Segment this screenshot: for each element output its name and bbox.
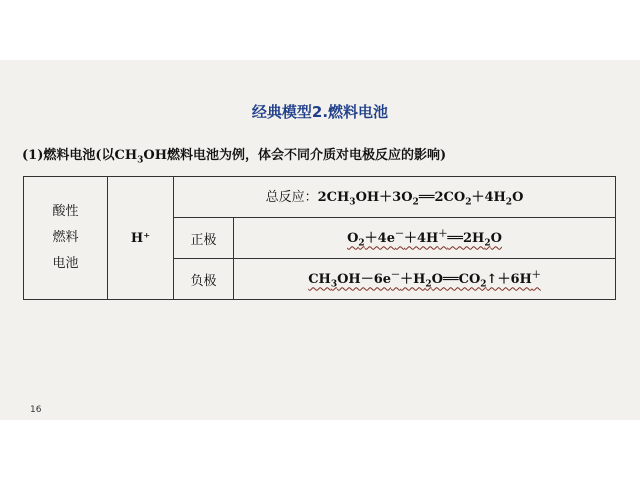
eq-part: CH [308,272,331,288]
positive-equation-cell [234,218,616,259]
eq-part: O══CO [431,272,481,288]
eq-part: OH－6e [337,272,392,288]
negative-electrode-label: 负极 [174,259,234,300]
eq-part: ══2H [447,231,485,247]
eq-part: O [347,231,359,247]
fuel-cell-table [23,176,616,300]
eq-part: ＋4e [364,231,395,247]
eq-sub: 2 [480,279,487,290]
eq-part: ↑＋6H [486,272,532,288]
battery-type-cell [24,177,108,300]
eq-part: ══2CO [418,190,466,206]
eq-sup: － [394,230,404,241]
eq-sub: 2 [484,238,491,249]
type-line: 燃料 [52,230,79,245]
slide [0,60,640,420]
eq-sup: － [391,271,401,282]
total-reaction-cell [174,177,616,218]
eq-sub: 2 [465,197,472,208]
section-heading [22,144,446,166]
heading-subscript: 3 [137,155,144,166]
eq-sup: ＋ [531,271,541,282]
negative-equation [308,271,541,290]
type-line: 酸性 [52,204,79,219]
eq-sub: 2 [358,238,365,249]
eq-sub: 3 [349,197,356,208]
eq-part: ＋H [400,272,426,288]
negative-equation-cell [234,259,616,300]
eq-sub: 2 [425,279,432,290]
slide-title: 经典模型2.燃料电池 [251,103,389,121]
eq-part: ＋4H [404,231,439,247]
total-equation [317,190,524,208]
eq-part: 2CH [317,190,350,206]
page-number: 16 [30,405,42,415]
positive-electrode-label: 正极 [174,218,234,259]
eq-part: O [490,231,502,247]
total-prefix: 总反应： [265,190,318,206]
type-line: 电池 [52,256,79,271]
eq-sub: 3 [330,279,338,290]
eq-part: ＋4H [471,190,506,206]
eq-sub: 2 [505,197,513,208]
heading-part: (1)燃料电池(以CH [22,148,138,163]
eq-part: O [512,190,524,206]
eq-sup: ＋ [438,230,448,241]
eq-sub: 2 [412,197,419,208]
positive-equation [347,230,502,249]
heading-part: OH燃料电池为例，体会不同介质对电极反应的影响) [143,148,447,163]
eq-part: OH＋3O [355,190,413,206]
medium-cell: H⁺ [108,177,174,300]
